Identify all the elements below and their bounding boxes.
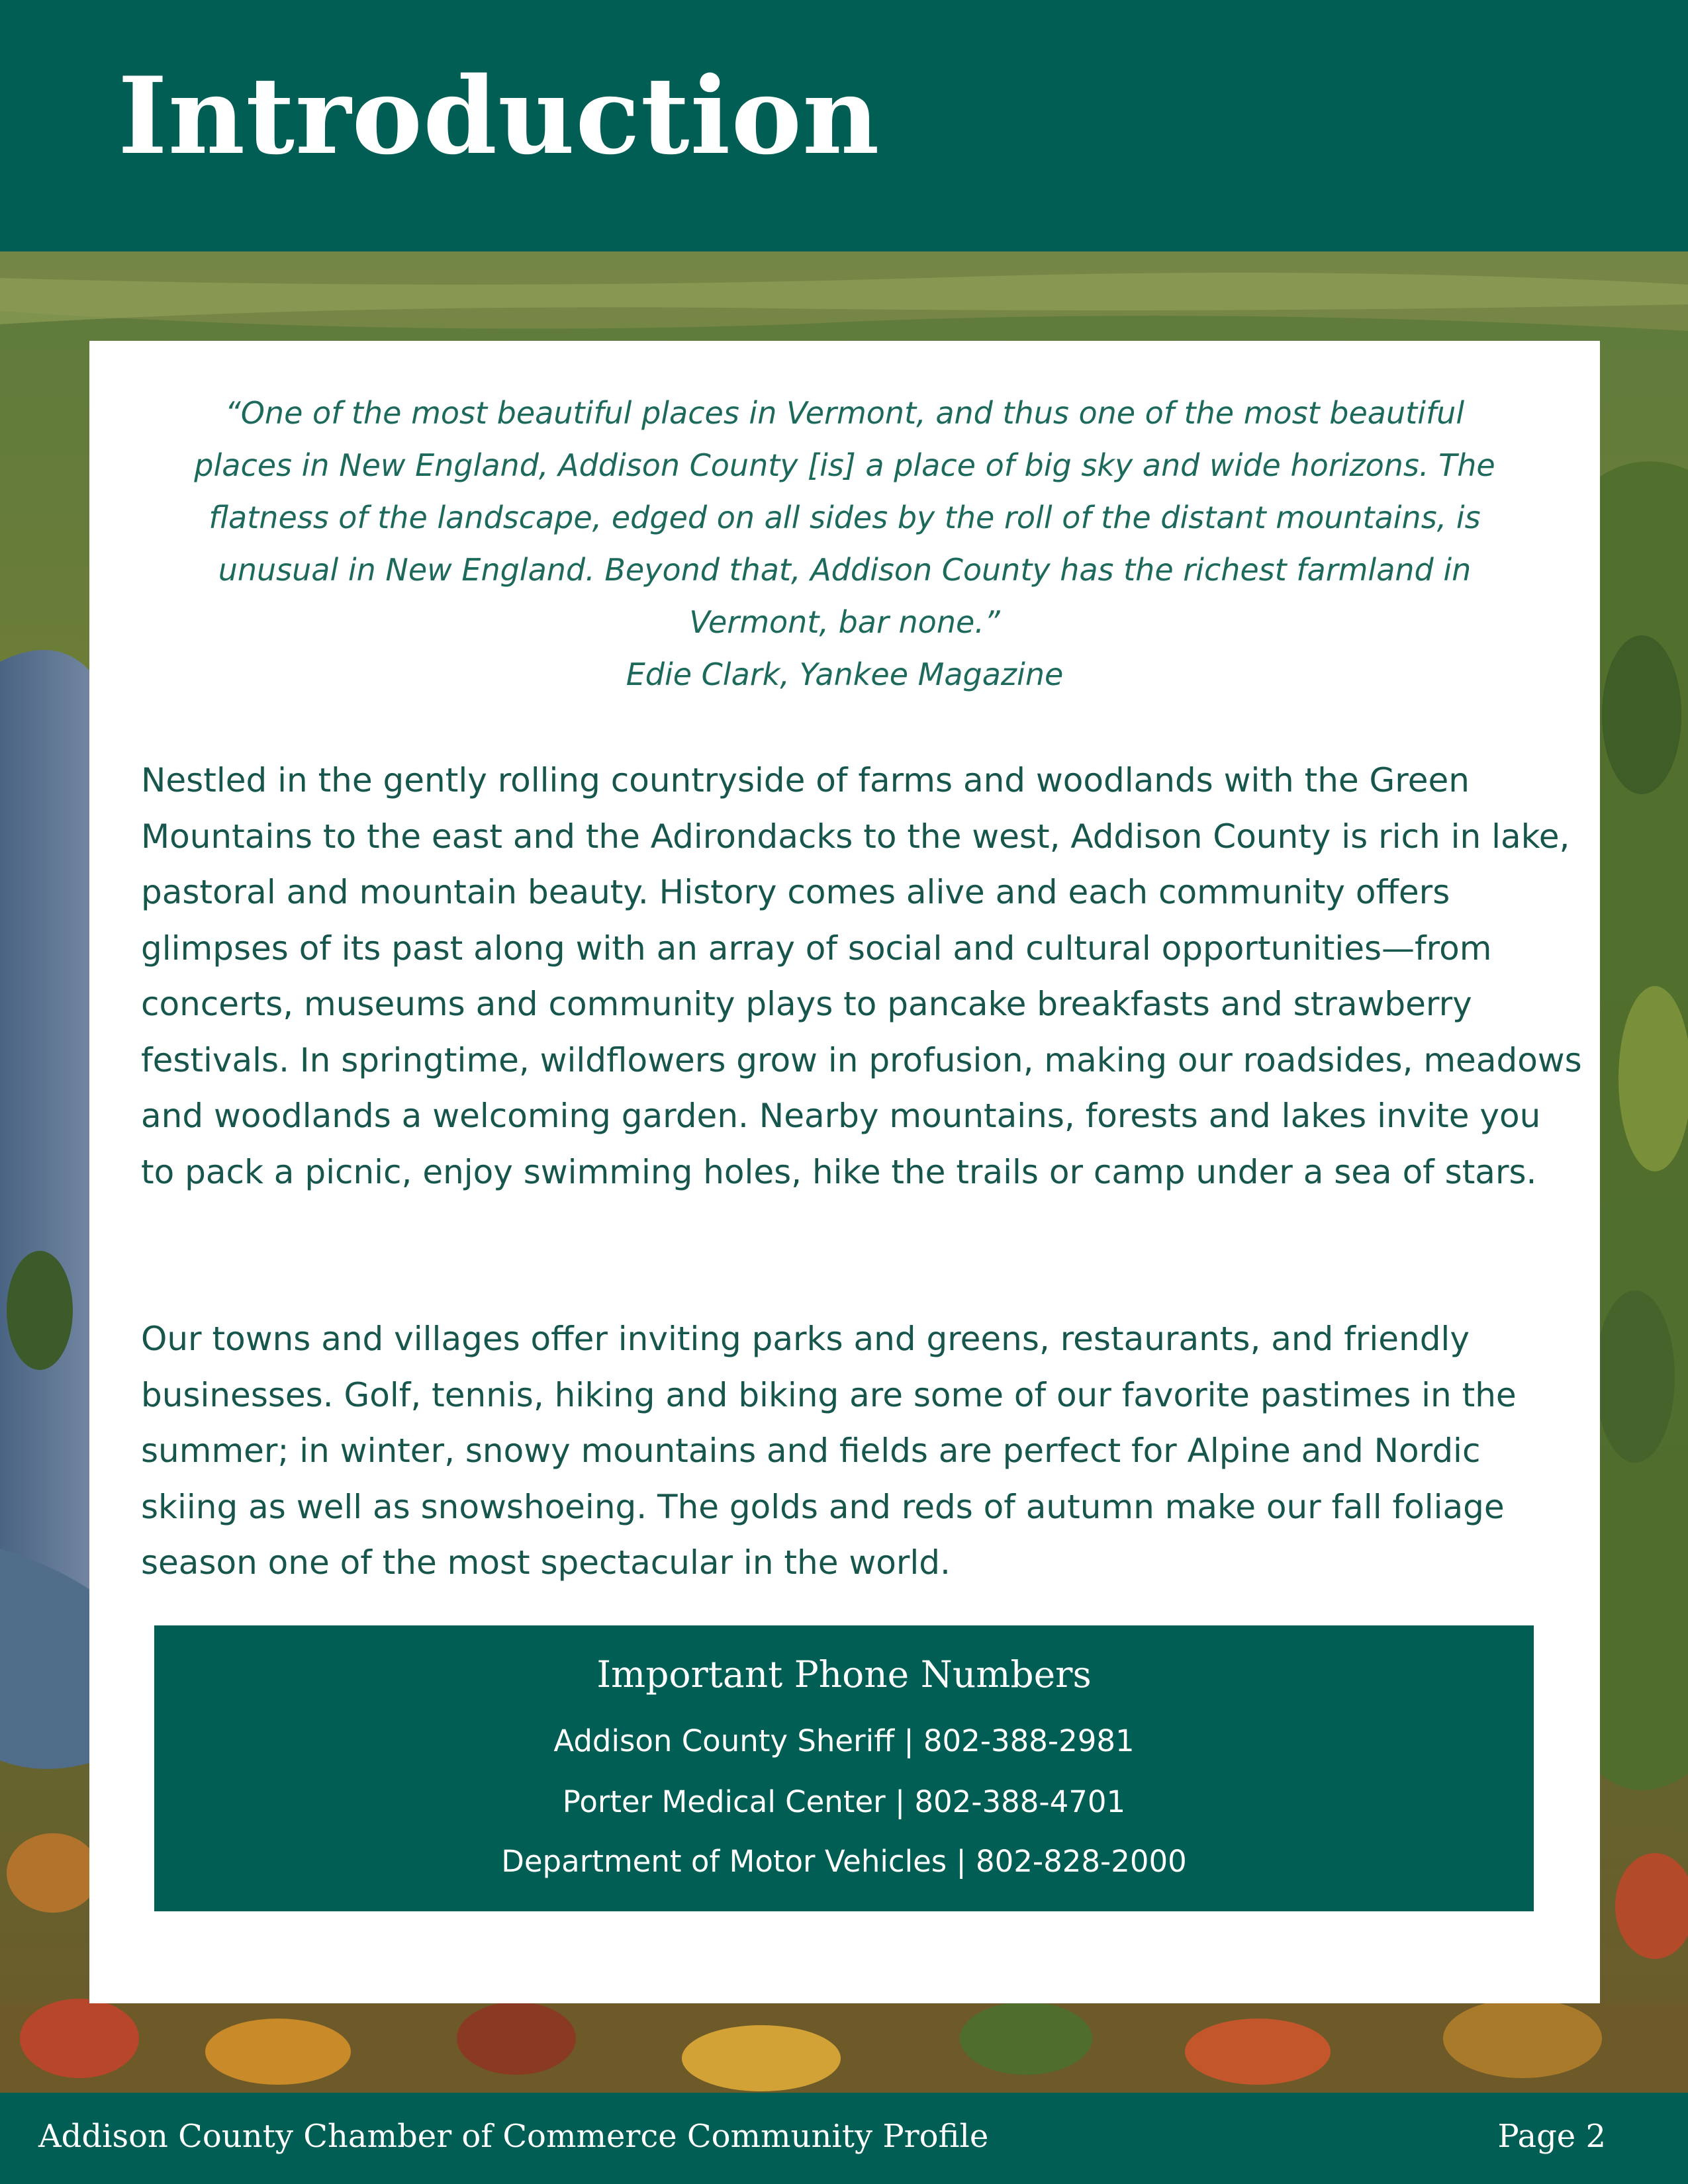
intro-paragraph-2: Our towns and villages offer inviting parks and greens, restaurants, and friendly businesses. Golf, tennis, hiking and biking are some of our favorite pastimes in the summer; in winter, snowy mountains and fields are perfect for Alpine and Nordic skiing as well as snowshoeing. The golds and reds of autumn make our fall foliage season one of the most spectacular in the world. bbox=[141, 1320, 1517, 1582]
phone-entry-sheriff: Addison County Sheriff | 802-388-2981 bbox=[553, 1723, 1135, 1758]
page-number: Page 2 bbox=[1497, 2118, 1606, 2155]
quote-line: “One of the most beautiful places in Vermont, and thus one of the most beautiful bbox=[224, 395, 1465, 431]
quote-block bbox=[89, 387, 1600, 701]
quote-line: unusual in New England. Beyond that, Addison County has the richest farmland in bbox=[218, 552, 1472, 588]
quote-line: flatness of the landscape, edged on all sides by the roll of the distant mountains, is bbox=[209, 500, 1481, 535]
quote-attribution: Edie Clark, Yankee Magazine bbox=[626, 657, 1064, 692]
quote-line: places in New England, Addison County [is] a place of big sky and wide horizons. The bbox=[194, 447, 1495, 483]
header-bar bbox=[0, 0, 1688, 251]
intro-paragraph-1: Nestled in the gently rolling countryside of farms and woodlands with the Green Mountains to the east and the Adirondacks to the west, Addison County is rich in lake, pastoral and mountain beauty. History comes alive and each community offers glimpses of its past along with an array of social and cultural opportunities—from concerts, museums and community plays to pancake breakfasts and strawberry festivals. In springtime, wildflowers grow in profusion, making our roadsides, meadows and woodlands a welcoming garden. Nearby mountains, forests and lakes invite you to pack a picnic, enjoy swimming holes, hike the trails or camp under a sea of stars. bbox=[141, 761, 1582, 1191]
phone-entry-medical-center: Porter Medical Center | 802-388-4701 bbox=[562, 1784, 1126, 1819]
page-title: Introduction bbox=[118, 54, 880, 178]
phone-numbers-box bbox=[154, 1625, 1534, 1911]
phone-entry-dmv: Department of Motor Vehicles | 802-828-2000 bbox=[501, 1844, 1187, 1879]
footer-publication-title: Addison County Chamber of Commerce Community Profile bbox=[38, 2118, 989, 2155]
content-card bbox=[89, 341, 1600, 2003]
phone-numbers-title: Important Phone Numbers bbox=[596, 1653, 1092, 1696]
footer-bar bbox=[0, 2093, 1688, 2184]
quote-line: Vermont, bar none.” bbox=[689, 604, 1000, 640]
